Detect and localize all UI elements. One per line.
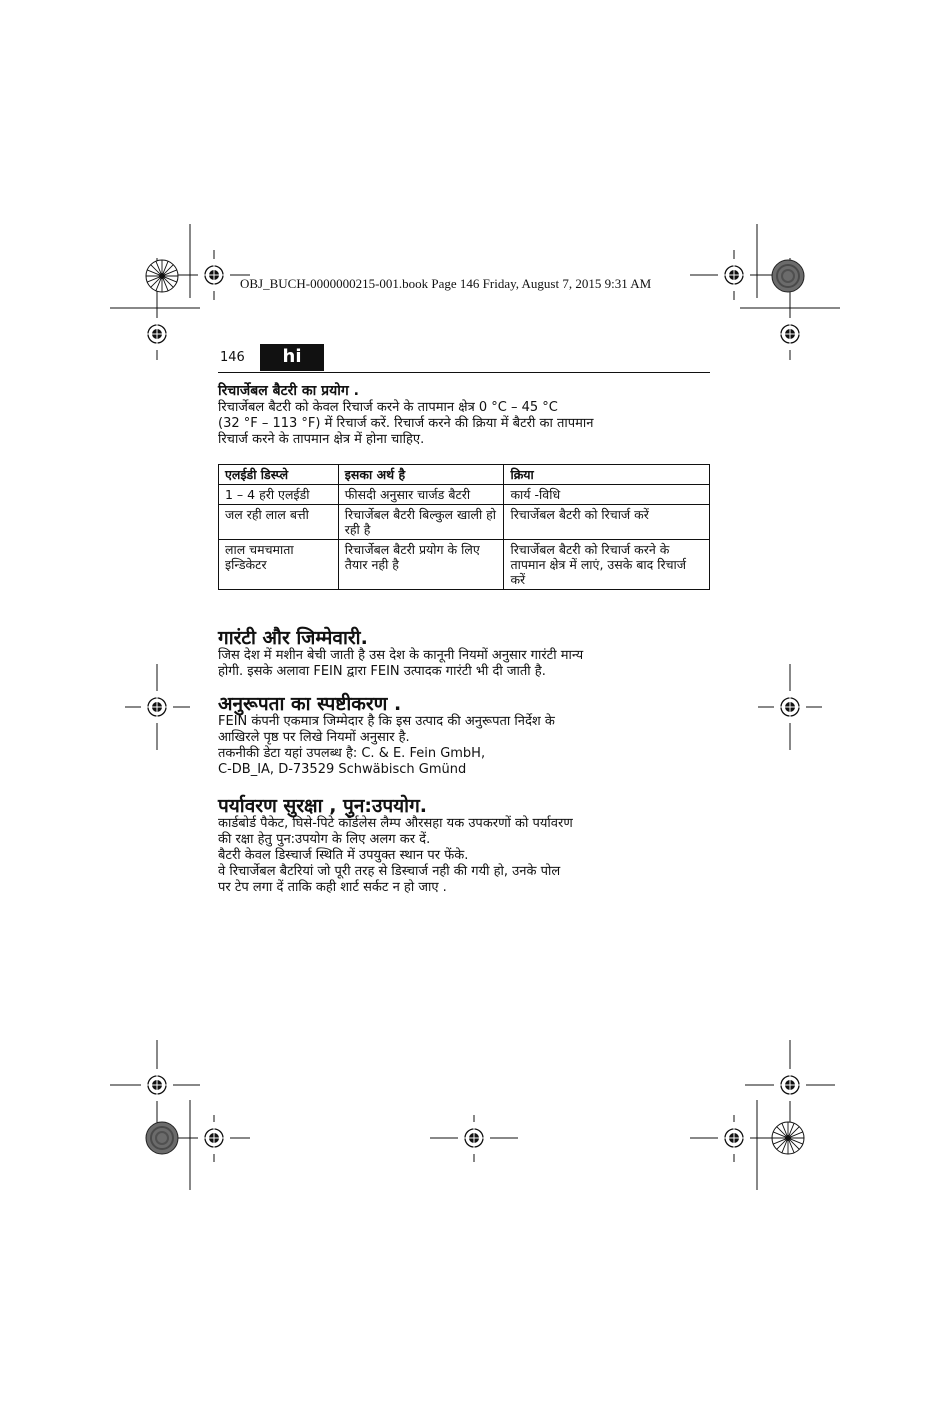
environment-section-title: पर्यावरण सुरक्षा , पुन:उपयोग. bbox=[218, 795, 428, 817]
table-cell: लाल चमचमाता इन्डिकेटर bbox=[219, 540, 339, 590]
table-cell: रिचार्जेबल बैटरी प्रयोग के लिए तैयार नही है bbox=[338, 540, 504, 590]
table-cell: फीसदी अनुसार चार्जड बैटरी bbox=[338, 485, 504, 505]
conformity-text bbox=[218, 714, 555, 778]
table-cell: जल रही लाल बत्ती bbox=[219, 505, 339, 540]
conformity-text-line: C-DB_IA, D-73529 Schwäbisch Gmünd bbox=[218, 762, 467, 777]
page-number: 146 bbox=[220, 350, 245, 365]
language-tab: hi bbox=[260, 344, 324, 371]
warranty-text-line: होगी. इसके अलावा FEIN द्वारा FEIN उत्पादक गारंटी भी दी जाती है. bbox=[218, 664, 546, 679]
environment-text-line: कार्डबोर्ड पैकेट, घिसे-पिटे कॉर्डलेस लैम्प औरसहा यक उपकरणों को पर्यावरण bbox=[218, 816, 573, 831]
column-header-action: क्रिया bbox=[504, 465, 710, 485]
environment-text-line: बैटरी केवल डिस्चार्ज स्थिति में उपयुक्त स्थान पर फेंके. bbox=[218, 848, 469, 863]
battery-text-line: रिचार्ज करने के तापमान क्षेत्र में होना चाहिए. bbox=[218, 432, 425, 447]
print-header-line: OBJ_BUCH-0000000215-001.book Page 146 Friday, August 7, 2015 9:31 AM bbox=[240, 276, 652, 291]
warranty-text bbox=[218, 648, 583, 680]
table-row bbox=[219, 540, 710, 590]
column-header-led-display: एलईडी डिस्प्ले bbox=[219, 465, 339, 485]
battery-section-title: रिचार्जेबल बैटरी का प्रयोग . bbox=[218, 383, 359, 399]
led-display-table bbox=[218, 464, 710, 590]
environment-text-line: की रक्षा हेतु पुन:उपयोग के लिए अलग कर दें. bbox=[218, 832, 431, 847]
battery-text-line: (32 °F – 113 °F) में रिचार्ज करें. रिचार्ज करने की क्रिया में बैटरी का तापमान bbox=[218, 416, 594, 431]
conformity-text-line: तकनीकी डेटा यहां उपलब्ध है: C. & E. Fein GmbH, bbox=[218, 746, 486, 761]
warranty-section-title: गारंटी और जिम्मेवारी. bbox=[218, 627, 368, 649]
table-row bbox=[219, 505, 710, 540]
table-cell: रिचार्जेबल बैटरी को रिचार्ज करने के तापमान क्षेत्र में लाएं, उसके बाद रिचार्ज करें bbox=[504, 540, 710, 590]
environment-text bbox=[218, 816, 573, 896]
table-cell: 1 – 4 हरी एलईडी bbox=[219, 485, 339, 505]
table-row bbox=[219, 485, 710, 505]
table-cell: रिचार्जेबल बैटरी को रिचार्ज करें bbox=[504, 505, 710, 540]
battery-text-line: रिचार्जेबल बैटरी को केवल रिचार्ज करने के तापमान क्षेत्र 0 °C – 45 °C bbox=[218, 400, 558, 415]
table-header-row bbox=[219, 465, 710, 485]
conformity-text-line: आखिरले पृष्ठ पर लिखे नियमों अनुसार है. bbox=[218, 730, 410, 745]
conformity-text-line: FEIN कंपनी एकमात्र जिम्मेदार है कि इस उत्पाद की अनुरूपता निर्देश के bbox=[218, 714, 555, 729]
battery-text bbox=[218, 400, 593, 448]
page-header bbox=[218, 344, 710, 373]
environment-text-line: पर टेप लगा दें ताकि कही शार्ट सर्कट न हो जाए . bbox=[218, 880, 447, 895]
column-header-meaning: इसका अर्थ है bbox=[338, 465, 504, 485]
environment-text-line: वे रिचार्जेबल बैटरियां जो पूरी तरह से डिस्चार्ज नही की गयी हो, उनके पोल bbox=[218, 864, 561, 879]
conformity-section-title: अनुरूपता का स्पष्टीकरण . bbox=[218, 693, 402, 715]
table-cell: रिचार्जेबल बैटरी बिल्कुल खाली हो रही है bbox=[338, 505, 504, 540]
warranty-text-line: जिस देश में मशीन बेची जाती है उस देश के कानूनी नियमों अनुसार गारंटी मान्य bbox=[218, 648, 584, 663]
table-cell: कार्य -विधि bbox=[504, 485, 710, 505]
